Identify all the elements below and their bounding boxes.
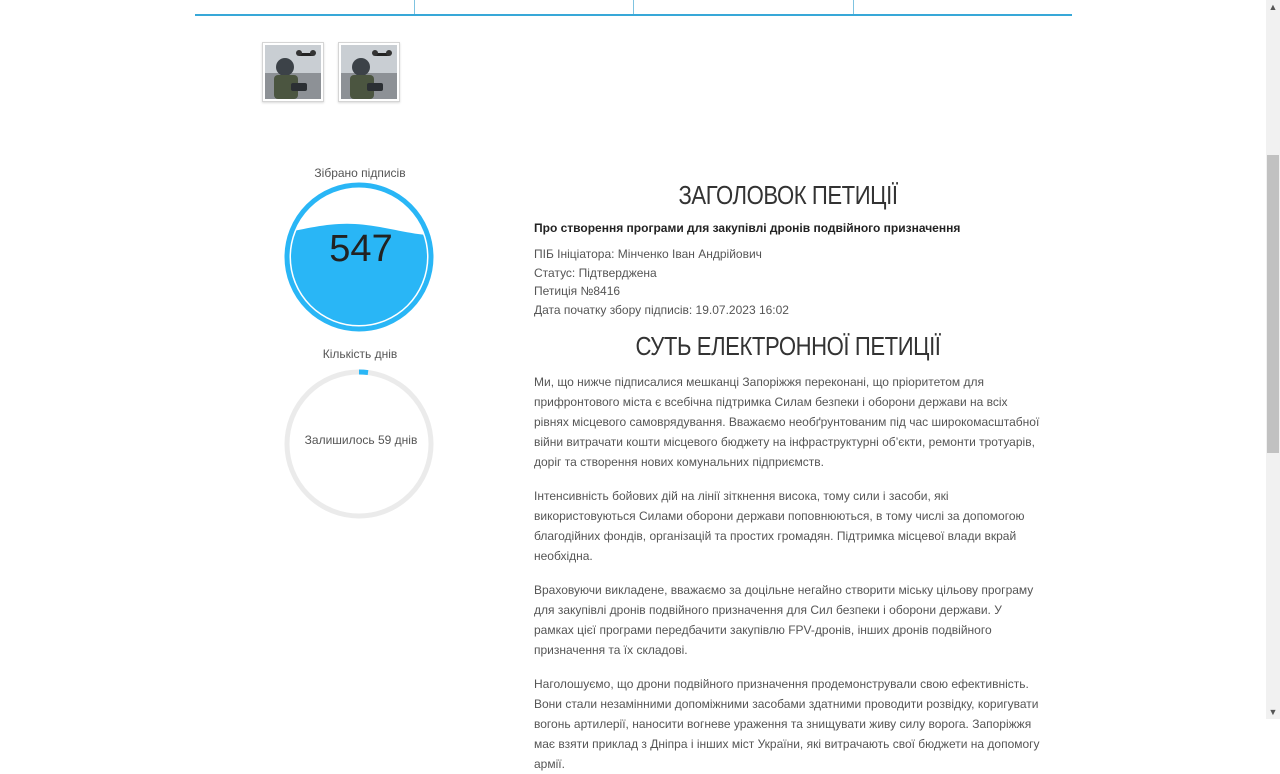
signatures-count: 547 bbox=[329, 228, 393, 270]
essence-paragraph-4: Наголошуємо, що дрони подвійного призначення продемонстрували свою ефективність. Вони стали незамінними допоміжними засобами здатними проводити розвідку, коригувати вогонь артилерії, наносити вогневе ураження та знищувати живу силу ворога. Запоріжжя має взяти приклад з Дніпра і інших міст України, які витрачають свої бюджети на допомогу армії. bbox=[534, 677, 1040, 771]
essence-heading: СУТЬ ЕЛЕКТРОННОЇ ПЕТИЦІЇ bbox=[635, 331, 941, 361]
petition-number: Петиція №8416 bbox=[534, 284, 621, 298]
tab-3[interactable] bbox=[634, 0, 854, 14]
essence-paragraph-3: Враховуючи викладене, вважаємо за доцільне негайно створити міську цільову програму для закупівлі дронів подвійного призначення для Сил безпеки і оборони держави. У рамках цієї програми передбачити закупівлю FPV-дронів, інших дронів подвійного призначення та їх складові. bbox=[534, 583, 1034, 657]
start-date: Дата початку збору підписів: 19.07.2023 16:02 bbox=[534, 302, 789, 317]
scroll-down-icon[interactable]: ▼ bbox=[1268, 707, 1278, 717]
tab-2[interactable] bbox=[415, 0, 635, 14]
petition-title: Про створення програми для закупівлі дронів подвійного призначення bbox=[534, 221, 961, 235]
petition-content bbox=[534, 180, 1042, 774]
signatures-label: Зібрано підписів bbox=[314, 166, 406, 180]
drone-operator-photo bbox=[341, 45, 397, 99]
essence-paragraph-1: Ми, що нижче підписалися мешканці Запоріжжя переконані, що пріоритетом для прифронтового міста є всебічна підтримка Силам безпеки і оборони держави на всіх рівнях місцевого самоврядування. Вважаємо необґрунтованим під час широкомасштабної війни витрачати кошти місцевого бюджету на інфраструктурні об’єкти, ремонти тротуарів, доріг та створення нових комунальних підприємств. bbox=[534, 375, 1040, 469]
scrollbar[interactable] bbox=[1266, 0, 1280, 719]
essence-paragraph-2: Інтенсивність бойових дій на лінії зіткнення висока, тому сили і засоби, які використовуються Силами оборони держави поповнюються, в тому числі за допомогою благодійних фондів, організацій та простих громадян. Підтримка місцевої влади вкрай необхідна. bbox=[534, 489, 1025, 563]
tabs-bar bbox=[195, 0, 1072, 16]
petition-heading: ЗАГОЛОВОК ПЕТИЦІЇ bbox=[678, 180, 898, 210]
drone-operator-photo bbox=[265, 45, 321, 99]
photo-thumbnail-2[interactable] bbox=[338, 42, 400, 102]
tab-1[interactable] bbox=[195, 0, 415, 14]
initiator: ПІБ Ініціатора: Мінченко Іван Андрійович bbox=[534, 247, 762, 261]
scroll-thumb[interactable] bbox=[1267, 155, 1279, 453]
days-remaining: Залишилось 59 днів bbox=[304, 433, 418, 447]
scroll-up-icon[interactable]: ▲ bbox=[1268, 2, 1278, 12]
photo-thumbnail-1[interactable] bbox=[262, 42, 324, 102]
tab-4[interactable] bbox=[854, 0, 1073, 14]
status: Статус: Підтверджена bbox=[534, 265, 657, 280]
days-label: Кількість днів bbox=[322, 347, 398, 361]
days-gauge-progress bbox=[359, 372, 368, 373]
